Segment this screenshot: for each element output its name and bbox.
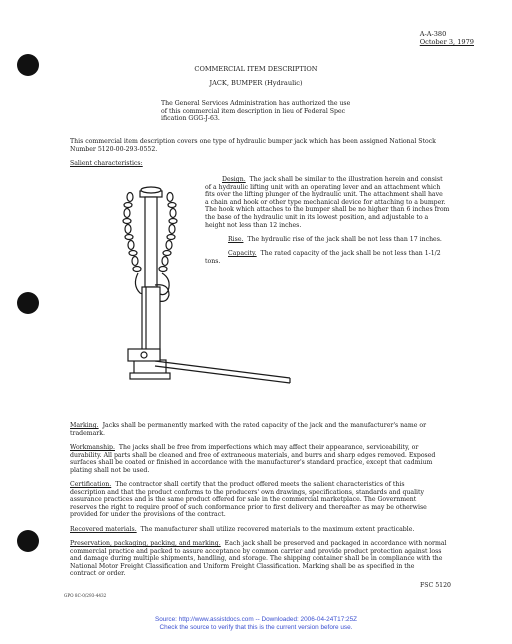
preservation-section: Preservation, packaging, packing, and marking. Each jack shall be preserved and packaged in accordance with normal commercial practice and packed to assure acceptance by common carrier and provide product protection against loss and damage during multiple shipments, handling, and storage. The shipping container shall be in compliance with the National Motor Freight Classification and Uniform Freight Classification. Marking shall be as specified in the contract or order. xyxy=(70,540,447,578)
rise-heading: Rise. xyxy=(228,236,244,243)
capacity-section: Capacity. The rated capacity of the jack shall be not less than 1-1/2 xyxy=(228,250,441,257)
recovered-materials-heading: Recovered materials. xyxy=(70,526,137,533)
design-section: Design. The jack shall be similar to the illustration herein and consist xyxy=(222,176,443,183)
certification-heading: Certification. xyxy=(70,481,112,488)
workmanship-section: Workmanship. The jacks shall be free from imperfections which may affect their appearance, serviceability, or durability. All parts shall be cleaned and free of extraneous materials, and burrs and sharp edges removed. Exposed surfaces shall be coated or finished in accordance with the manufacturer's standard practice, except that cadmium plating shall not be used. xyxy=(70,444,436,474)
recovered-materials-section: Recovered materials. The manufacturer shall utilize recovered materials to the maximum extent practicable. xyxy=(70,526,415,533)
preservation-heading: Preservation, packaging, packing, and marking. xyxy=(70,540,221,547)
rise-section: Rise. The hydraulic rise of the jack shall be not less than 17 inches. xyxy=(228,236,442,243)
marking-section: Marking. Jacks shall be permanently marked with the rated capacity of the jack and the manufacturer's name or trademark. xyxy=(70,422,427,437)
item-title: JACK, BUMPER (Hydraulic) xyxy=(209,79,303,87)
document-number: A-A-380 xyxy=(419,30,447,38)
salient-heading: Salient characteristics: xyxy=(70,160,143,167)
authorization-text: The General Services Administration has authorized the use of this commercial item description in lieu of Federal Spec ification GGG-J-63. xyxy=(161,100,351,123)
fsc-code: FSC 5120 xyxy=(420,582,451,589)
certification-section: Certification. The contractor shall certify that the product offered meets the salient characteristics of this description and that the product conforms to the producers' own drawings, specifications, standards and quality assurance practices and is the same product offered for sale in the commercial marketplace. The Government reserves the right to require proof of such conformance prior to first delivery and thereafter as may be otherwise provided for under the provisions of the contract. xyxy=(70,481,427,519)
design-heading: Design. xyxy=(222,176,246,183)
source-line: Source: http://www.assistdocs.com -- Downloaded: 2006-04-24T17:25Z xyxy=(154,616,358,623)
capacity-continued: tons. xyxy=(205,258,221,265)
marking-heading: Marking. xyxy=(70,422,99,429)
capacity-heading: Capacity. xyxy=(228,250,257,257)
punch-hole-middle xyxy=(17,292,39,314)
page-title: COMMERCIAL ITEM DESCRIPTION xyxy=(194,65,318,73)
punch-hole-bottom xyxy=(17,530,39,552)
verify-line: Check the source to verify that this is the current version before use. xyxy=(159,624,353,631)
print-code: GPO 8C-0/293-4432 xyxy=(64,593,107,598)
document-date: October 3, 1979 xyxy=(419,38,474,46)
scope-paragraph: This commercial item description covers one type of hydraulic bumper jack which has been assigned National Stock Number 5120-00-293-0552. xyxy=(70,138,436,153)
workmanship-heading: Workmanship. xyxy=(70,444,115,451)
design-body: of a hydraulic lifting unit with an operating lever and an attachment which fits over the lifting plunger of the hydraulic unit. The attachment shall have a chain and hook or other type mechanical device for attaching to a bumper. The hook which attaches to the bumper shall be no higher than 6 inches from the base of the hydraulic unit in its lowest position, and adjustable to a height not less than 12 inches. xyxy=(205,183,450,229)
document-header xyxy=(420,30,474,46)
